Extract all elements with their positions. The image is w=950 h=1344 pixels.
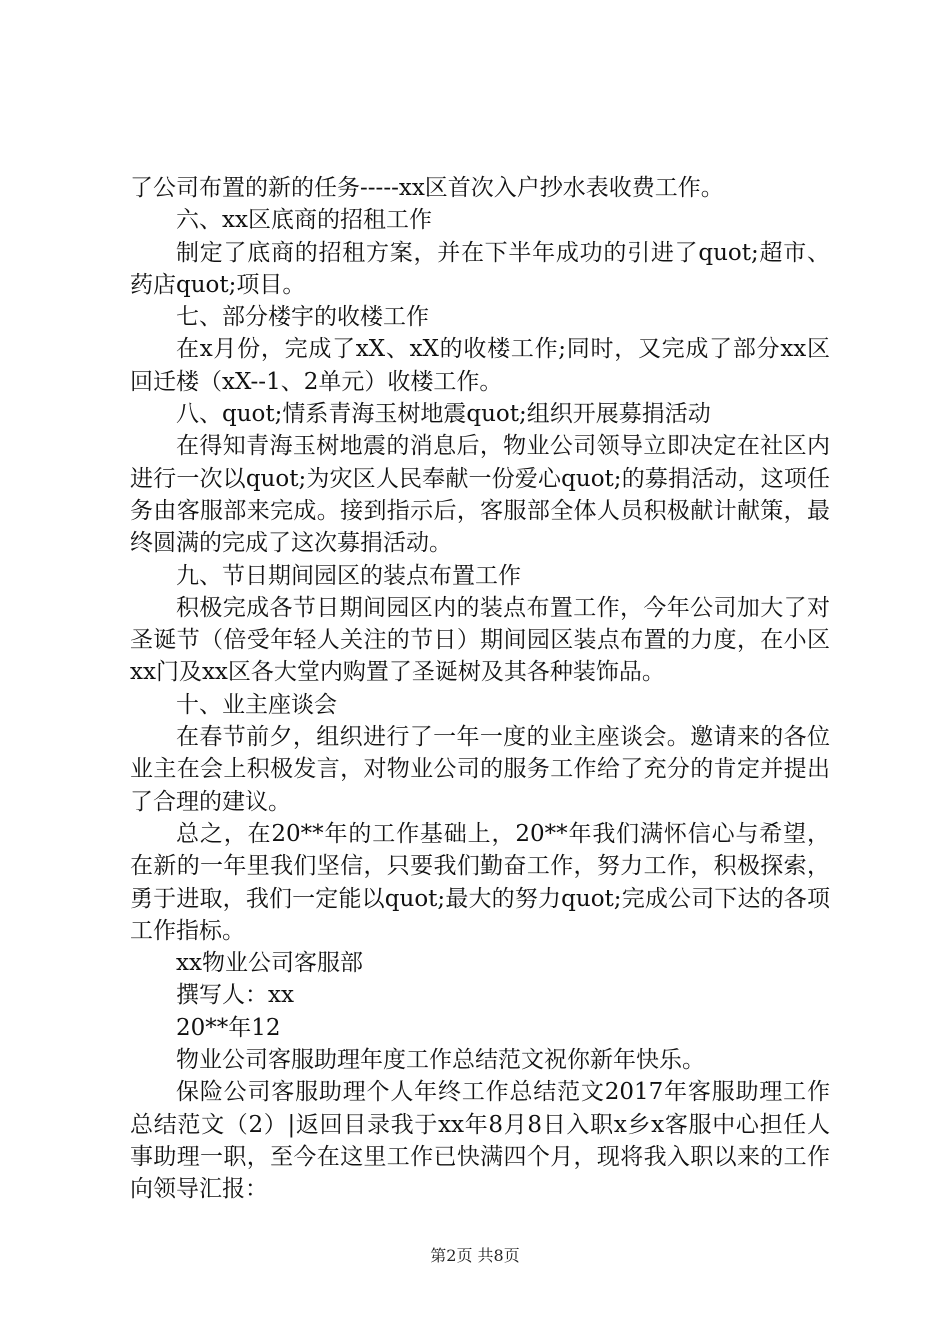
- document-body: [130, 172, 830, 1206]
- section-heading: 六、xx区底商的招租工作: [176, 207, 432, 234]
- paragraph: 物业公司客服助理年度工作总结范文祝你新年快乐。: [176, 1047, 705, 1074]
- paragraph: 保险公司客服助理个人年终工作总结范文2017年客服助理工作总结范文（2）|返回目录我于xx年8月8日入职x乡x客服中心担任人事助理一职，至今在这里工作已快满四个月，现将我入职以来的工作向领导汇报：: [130, 1079, 830, 1203]
- paragraph: 积极完成各节日期间园区内的装点布置工作，今年公司加大了对圣诞节（倍受年轻人关注的节日）期间园区装点布置的力度，在小区xx门及xx区各大堂内购置了圣诞树及其各种装饰品。: [130, 594, 830, 686]
- signature-department: xx物业公司客服部: [176, 950, 363, 977]
- section-heading: 十、业主座谈会: [176, 691, 337, 718]
- paragraph: 总之，在20**年的工作基础上，20**年我们满怀信心与希望，在新的一年里我们坚信，只要我们勤奋工作，努力工作，积极探索，勇于进取，我们一定能以quot;最大的努力quot;完成公司下达的各项工作指标。: [130, 820, 830, 944]
- paragraph: 制定了底商的招租方案，并在下半年成功的引进了quot;超市、药店quot;项目。: [130, 239, 830, 298]
- paragraph: 在春节前夕，组织进行了一年一度的业主座谈会。邀请来的各位业主在会上积极发言，对物业公司的服务工作给了充分的肯定并提出了合理的建议。: [130, 724, 830, 815]
- paragraph: 在x月份，完成了xX、xX的收楼工作;同时，又完成了部分xx区回迁楼（xX--1、2单元）收楼工作。: [130, 336, 830, 395]
- paragraph: 了公司布置的新的任务-----xx区首次入户抄水表收费工作。: [130, 175, 724, 201]
- signature-date: 20**年12: [176, 1014, 281, 1041]
- section-heading: 八、quot;情系青海玉树地震quot;组织开展募捐活动: [176, 401, 711, 428]
- section-heading: 七、部分楼宇的收楼工作: [176, 304, 429, 331]
- section-heading: 九、节日期间园区的装点布置工作: [176, 562, 521, 589]
- page-number-footer: 第2页 共8页: [430, 1246, 520, 1265]
- paragraph: 在得知青海玉树地震的消息后，物业公司领导立即决定在社区内进行一次以quot;为灾区人民奉献一份爱心quot;的募捐活动，这项任务由客服部来完成。接到指示后，客服部全体人员积极献计献策，最终圆满的完成了这次募捐活动。: [130, 433, 830, 557]
- signature-author: 撰写人：xx: [176, 982, 294, 1009]
